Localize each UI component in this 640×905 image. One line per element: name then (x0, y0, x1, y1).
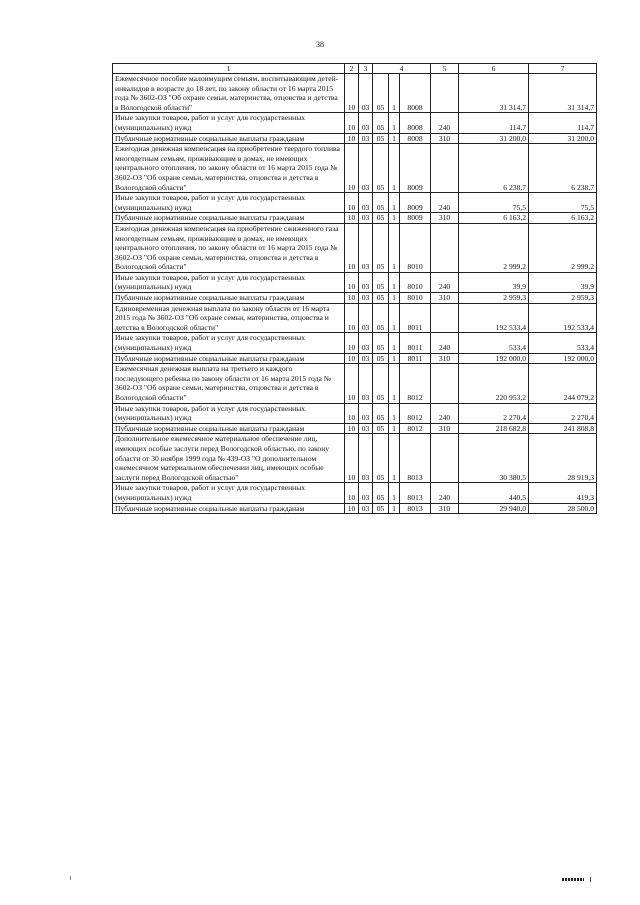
row-code-2: 10 (345, 293, 359, 304)
row-code-4c: 8008 (400, 133, 431, 144)
row-amount-6: 31 314,7 (459, 74, 529, 113)
row-code-2: 10 (345, 223, 359, 272)
row-code-2: 10 (345, 213, 359, 224)
row-code-5: 310 (431, 353, 459, 364)
row-amount-7: 31 314,7 (529, 74, 597, 113)
row-code-4a: 05 (373, 434, 389, 483)
row-description: Публичные нормативные социальные выплаты гражданам (113, 503, 345, 514)
row-code-5: 310 (431, 423, 459, 434)
page-number: 38 (316, 40, 324, 49)
row-code-4b: 1 (389, 144, 400, 193)
row-amount-7: 28 919,3 (529, 434, 597, 483)
table-row (113, 74, 597, 113)
row-amount-6: 192 000,0 (459, 353, 529, 364)
table-row (113, 133, 597, 144)
row-code-3: 03 (359, 423, 373, 434)
row-code-5: 240 (431, 403, 459, 423)
row-code-2: 10 (345, 403, 359, 423)
row-amount-7: 114,7 (529, 113, 597, 133)
row-amount-6: 2 959,3 (459, 293, 529, 304)
row-code-4a: 05 (373, 403, 389, 423)
row-code-4b: 1 (389, 434, 400, 483)
row-code-3: 03 (359, 434, 373, 483)
row-code-4c: 8012 (400, 403, 431, 423)
row-code-3: 03 (359, 333, 373, 353)
row-code-5 (431, 434, 459, 483)
row-amount-6: 533,4 (459, 333, 529, 353)
row-code-4a: 05 (373, 483, 389, 503)
row-code-5 (431, 223, 459, 272)
row-description: Единовременная денежная выплата по закону области от 16 марта 2015 года № 3602-ОЗ "Об охране семьи, материнства, отцовства и детства в Вологодской области" (113, 303, 345, 333)
row-code-2: 10 (345, 272, 359, 292)
row-amount-7: 192 533,4 (529, 303, 597, 333)
row-code-4b: 1 (389, 293, 400, 304)
table-row (113, 293, 597, 304)
row-amount-7: 192 000,0 (529, 353, 597, 364)
row-code-3: 03 (359, 213, 373, 224)
row-code-3: 03 (359, 74, 373, 113)
table-header-row (113, 64, 597, 74)
row-description: Иные закупки товаров, работ и услуг для государственных (муниципальных) нужд (113, 483, 345, 503)
row-code-4a: 05 (373, 353, 389, 364)
table-row (113, 213, 597, 224)
row-description: Иные закупки товаров, работ и услуг для государственных (муниципальных) нужд (113, 113, 345, 133)
row-code-4c: 8011 (400, 333, 431, 353)
row-code-4a: 05 (373, 364, 389, 403)
row-amount-7: 533,4 (529, 333, 597, 353)
row-code-5 (431, 303, 459, 333)
row-code-4c: 8010 (400, 223, 431, 272)
row-description: Публичные нормативные социальные выплаты гражданам (113, 293, 345, 304)
header-col-7: 7 (529, 64, 597, 74)
row-amount-7: 2 999,2 (529, 223, 597, 272)
row-code-3: 03 (359, 293, 373, 304)
row-code-4c: 8010 (400, 293, 431, 304)
row-amount-6: 30 380,5 (459, 434, 529, 483)
table-row (113, 364, 597, 403)
row-amount-6: 31 200,0 (459, 133, 529, 144)
header-col-6: 6 (459, 64, 529, 74)
row-code-5: 240 (431, 113, 459, 133)
table-row (113, 403, 597, 423)
row-code-4a: 05 (373, 144, 389, 193)
row-code-4b: 1 (389, 303, 400, 333)
row-code-4b: 1 (389, 133, 400, 144)
row-code-5 (431, 364, 459, 403)
row-code-4a: 05 (373, 74, 389, 113)
header-col-2: 2 (345, 64, 359, 74)
row-description: Ежегодная денежная компенсация на приобретение твердого топлива многодетным семьям, проживающим в домах, не имеющих центрального отопления, по закону области от 16 марта 2015 года № 3602-ОЗ "Об охране семьи, материнства, отцовства и детства в Вологодской области" (113, 144, 345, 193)
row-code-4a: 05 (373, 193, 389, 213)
row-code-5 (431, 144, 459, 193)
row-code-3: 03 (359, 503, 373, 514)
row-code-4b: 1 (389, 423, 400, 434)
row-code-4b: 1 (389, 353, 400, 364)
row-amount-7: 6 238,7 (529, 144, 597, 193)
row-code-4c: 8009 (400, 144, 431, 193)
row-code-2: 10 (345, 423, 359, 434)
row-description: Иные закупки товаров, работ и услуг для государственных (муниципальных) нужд (113, 193, 345, 213)
row-code-4a: 05 (373, 503, 389, 514)
row-code-4a: 05 (373, 333, 389, 353)
row-code-2: 10 (345, 133, 359, 144)
row-code-4c: 8008 (400, 113, 431, 133)
table-row (113, 434, 597, 483)
row-code-4c: 8012 (400, 364, 431, 403)
row-code-4a: 05 (373, 303, 389, 333)
row-code-4b: 1 (389, 503, 400, 514)
row-amount-6: 192 533,4 (459, 303, 529, 333)
row-code-5: 240 (431, 333, 459, 353)
row-amount-6: 220 953,2 (459, 364, 529, 403)
row-code-3: 03 (359, 193, 373, 213)
table-row (113, 113, 597, 133)
row-code-4c: 8013 (400, 483, 431, 503)
row-amount-7: 2 270,4 (529, 403, 597, 423)
row-code-4c: 8013 (400, 434, 431, 483)
row-code-4c: 8008 (400, 74, 431, 113)
row-code-4b: 1 (389, 113, 400, 133)
row-code-4c: 8009 (400, 213, 431, 224)
row-code-4c: 8010 (400, 272, 431, 292)
row-code-4b: 1 (389, 403, 400, 423)
row-code-5 (431, 74, 459, 113)
table-row (113, 483, 597, 503)
row-amount-7: 39,9 (529, 272, 597, 292)
row-code-2: 10 (345, 483, 359, 503)
row-code-5: 240 (431, 483, 459, 503)
header-col-3: 3 (359, 64, 373, 74)
row-code-4c: 8013 (400, 503, 431, 514)
row-amount-6: 218 682,8 (459, 423, 529, 434)
row-code-4b: 1 (389, 193, 400, 213)
row-code-3: 03 (359, 364, 373, 403)
table-row (113, 223, 597, 272)
table-row (113, 333, 597, 353)
row-amount-7: 28 500,0 (529, 503, 597, 514)
row-code-4b: 1 (389, 223, 400, 272)
row-code-4a: 05 (373, 133, 389, 144)
footer-tick-mark (590, 877, 591, 882)
row-code-2: 10 (345, 74, 359, 113)
header-col-5: 5 (431, 64, 459, 74)
table-row (113, 193, 597, 213)
table-row (113, 303, 597, 333)
row-code-4c: 8011 (400, 303, 431, 333)
row-code-4b: 1 (389, 74, 400, 113)
row-amount-6: 75,5 (459, 193, 529, 213)
row-code-4c: 8011 (400, 353, 431, 364)
row-code-3: 03 (359, 113, 373, 133)
row-amount-7: 75,5 (529, 193, 597, 213)
row-code-4a: 05 (373, 272, 389, 292)
row-code-5: 310 (431, 293, 459, 304)
row-description: Дополнительное ежемесячное материальное обеспечение лиц, имеющих особые заслуги перед Вологодской областью, по закону области от 30 ноября 1999 года № 439-ОЗ "О дополнительном ежемесячном материальном обеспечении лиц, имеющих особые заслуги перед Вологодской областью" (113, 434, 345, 483)
row-description: Ежемесячная денежная выплата на третьего и каждого последующего ребенка по закону области от 16 марта 2015 года № 3602-ОЗ "Об охране семьи, материнства, отцовства и детства в Вологодской области" (113, 364, 345, 403)
row-description: Иные закупки товаров, работ и услуг для государственных (муниципальных) нужд (113, 333, 345, 353)
row-description: Иные закупки товаров, работ и услуг для государственных (муниципальных) нужд (113, 272, 345, 292)
row-code-4b: 1 (389, 483, 400, 503)
row-code-4b: 1 (389, 333, 400, 353)
row-amount-6: 2 999,2 (459, 223, 529, 272)
row-amount-7: 241 808,8 (529, 423, 597, 434)
table-row (113, 423, 597, 434)
row-code-3: 03 (359, 483, 373, 503)
row-code-3: 03 (359, 133, 373, 144)
row-description: Ежемесячное пособие малоимущим семьям, воспитывающим детей-инвалидов в возрасте до 18 лет, по закону области от 16 марта 2015 года № 3602-ОЗ "Об охране семьи, материнства, отцовства и детства в Вологодской области" (113, 74, 345, 113)
row-code-4a: 05 (373, 113, 389, 133)
row-code-2: 10 (345, 503, 359, 514)
table-row (113, 353, 597, 364)
row-code-4a: 05 (373, 293, 389, 304)
table-row (113, 144, 597, 193)
table-row (113, 272, 597, 292)
row-code-3: 03 (359, 272, 373, 292)
row-description: Публичные нормативные социальные выплаты гражданам (113, 353, 345, 364)
row-code-4b: 1 (389, 213, 400, 224)
row-code-3: 03 (359, 403, 373, 423)
header-col-4: 4 (373, 64, 431, 74)
row-amount-6: 29 940,0 (459, 503, 529, 514)
row-code-5: 310 (431, 133, 459, 144)
row-description: Иные закупки товаров, работ и услуг для государственных (муниципальных) нужд (113, 403, 345, 423)
row-code-2: 10 (345, 193, 359, 213)
row-code-4a: 05 (373, 423, 389, 434)
row-code-4c: 8012 (400, 423, 431, 434)
row-code-2: 10 (345, 434, 359, 483)
row-code-4b: 1 (389, 364, 400, 403)
row-amount-6: 114,7 (459, 113, 529, 133)
table-body (113, 74, 597, 514)
row-description: Публичные нормативные социальные выплаты гражданам (113, 133, 345, 144)
budget-table (112, 63, 597, 514)
row-code-2: 10 (345, 303, 359, 333)
row-code-4c: 8009 (400, 193, 431, 213)
row-amount-6: 6 163,2 (459, 213, 529, 224)
row-code-5: 310 (431, 503, 459, 514)
row-amount-7: 6 163,2 (529, 213, 597, 224)
row-code-4a: 05 (373, 223, 389, 272)
row-amount-6: 6 238,7 (459, 144, 529, 193)
row-code-3: 03 (359, 303, 373, 333)
row-amount-7: 419,3 (529, 483, 597, 503)
row-amount-6: 39,9 (459, 272, 529, 292)
row-code-4b: 1 (389, 272, 400, 292)
table-row (113, 503, 597, 514)
row-code-3: 03 (359, 144, 373, 193)
row-description: Публичные нормативные социальные выплаты гражданам (113, 213, 345, 224)
row-amount-6: 440,5 (459, 483, 529, 503)
row-code-3: 03 (359, 223, 373, 272)
row-code-2: 10 (345, 364, 359, 403)
row-code-2: 10 (345, 144, 359, 193)
row-amount-7: 31 200,0 (529, 133, 597, 144)
row-description: Публичные нормативные социальные выплаты гражданам (113, 423, 345, 434)
row-code-2: 10 (345, 353, 359, 364)
row-code-5: 240 (431, 272, 459, 292)
row-code-5: 310 (431, 213, 459, 224)
row-amount-7: 2 959,3 (529, 293, 597, 304)
footer-barcode-mark (562, 878, 584, 881)
header-col-1: 1 (113, 64, 345, 74)
row-amount-7: 244 079,2 (529, 364, 597, 403)
row-amount-6: 2 270,4 (459, 403, 529, 423)
row-description: Ежегодная денежная компенсация на приобретение сжиженного газа многодетным семьям, проживающим в домах, не имеющих центрального отопления, по закону области от 16 марта 2015 года № 3602-ОЗ "Об охране семьи, материнства, отцовства и детства в Вологодской области" (113, 223, 345, 272)
row-code-2: 10 (345, 113, 359, 133)
scan-edge-mark (70, 876, 71, 880)
row-code-4a: 05 (373, 213, 389, 224)
row-code-3: 03 (359, 353, 373, 364)
row-code-2: 10 (345, 333, 359, 353)
row-code-5: 240 (431, 193, 459, 213)
